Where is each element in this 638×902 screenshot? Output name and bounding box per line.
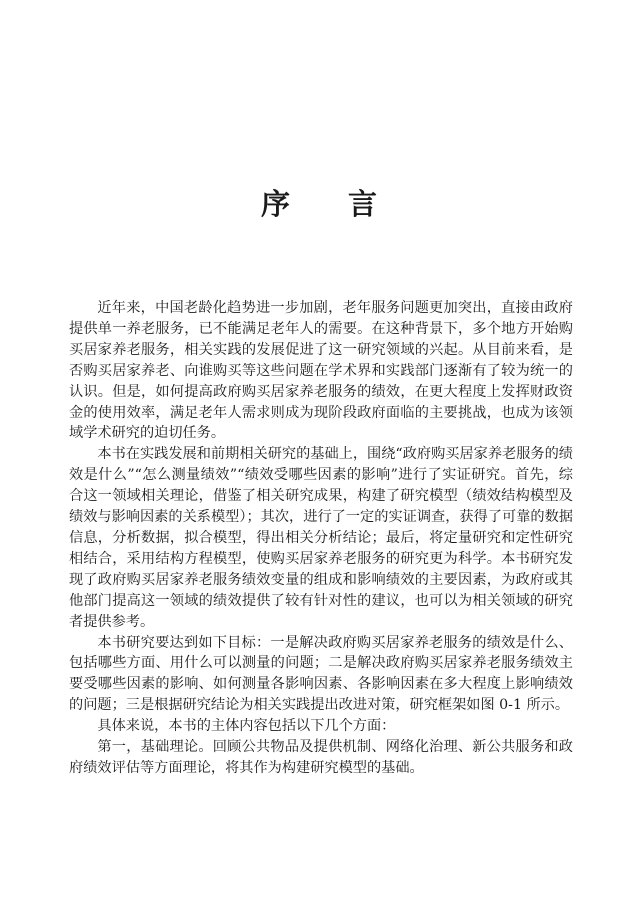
preface-body xyxy=(69,298,573,779)
paragraph-3: 本书研究要达到如下目标：一是解决政府购买居家养老服务的绩效是什么、包括哪些方面、用什么可以测量的问题；二是解决政府购买居家养老服务绩效主要受哪些因素的影响、如何测量各影响因素、各影响因素在多大程度上影响绩效的问题；三是根据研究结论为相关实践提出改进对策，研究框架如图 0-1 所示。 xyxy=(69,634,573,714)
page-title xyxy=(0,184,638,224)
paragraph-1: 近年来，中国老龄化趋势进一步加剧，老年服务问题更加突出，直接由政府提供单一养老服务，已不能满足老年人的需要。在这种背景下，多个地方开始购买居家养老服务，相关实践的发展促进了这一研究领域的兴起。从目前来看，是否购买居家养老、向谁购买等这些问题在学术界和实践部门逐渐有了较为统一的认识。但是，如何提高政府购买居家养老服务的绩效，在更大程度上发挥财政资金的使用效率，满足老年人需求则成为现阶段政府面临的主要挑战，也成为该领域学术研究的迫切任务。 xyxy=(69,300,573,442)
paragraph-5: 第一，基础理论。回顾公共物品及提供机制、网络化治理、新公共服务和政府绩效评估等方面理论，将其作为构建研究模型的基础。 xyxy=(69,739,573,776)
title-char-2: 言 xyxy=(348,187,378,221)
paragraph-2: 本书在实践发展和前期相关研究的基础上，围绕“政府购买居家养老服务的绩效是什么”“怎么测量绩效”“绩效受哪些因素的影响”进行了实证研究。首先，综合这一领域相关理论，借鉴了相关研究成果，构建了研究模型（绩效结构模型及绩效与影响因素的关系模型）；其次，进行了一定的实证调查，获得了可靠的数据信息，分析数据，拟合模型，得出相关分析结论；最后，将定量研究和定性研究相结合，采用结构方程模型，使购买居家养老服务的研究更为科学。本书研究发现了政府购买居家养老服务绩效变量的组成和影响绩效的主要因素，为政府或其他部门提高这一领域的绩效提供了较有针对性的建议，也可以为相关领域的研究者提供参考。 xyxy=(69,446,573,630)
paragraph-4: 具体来说，本书的主体内容包括以下几个方面： xyxy=(97,718,396,735)
title-char-1: 序 xyxy=(260,187,290,221)
